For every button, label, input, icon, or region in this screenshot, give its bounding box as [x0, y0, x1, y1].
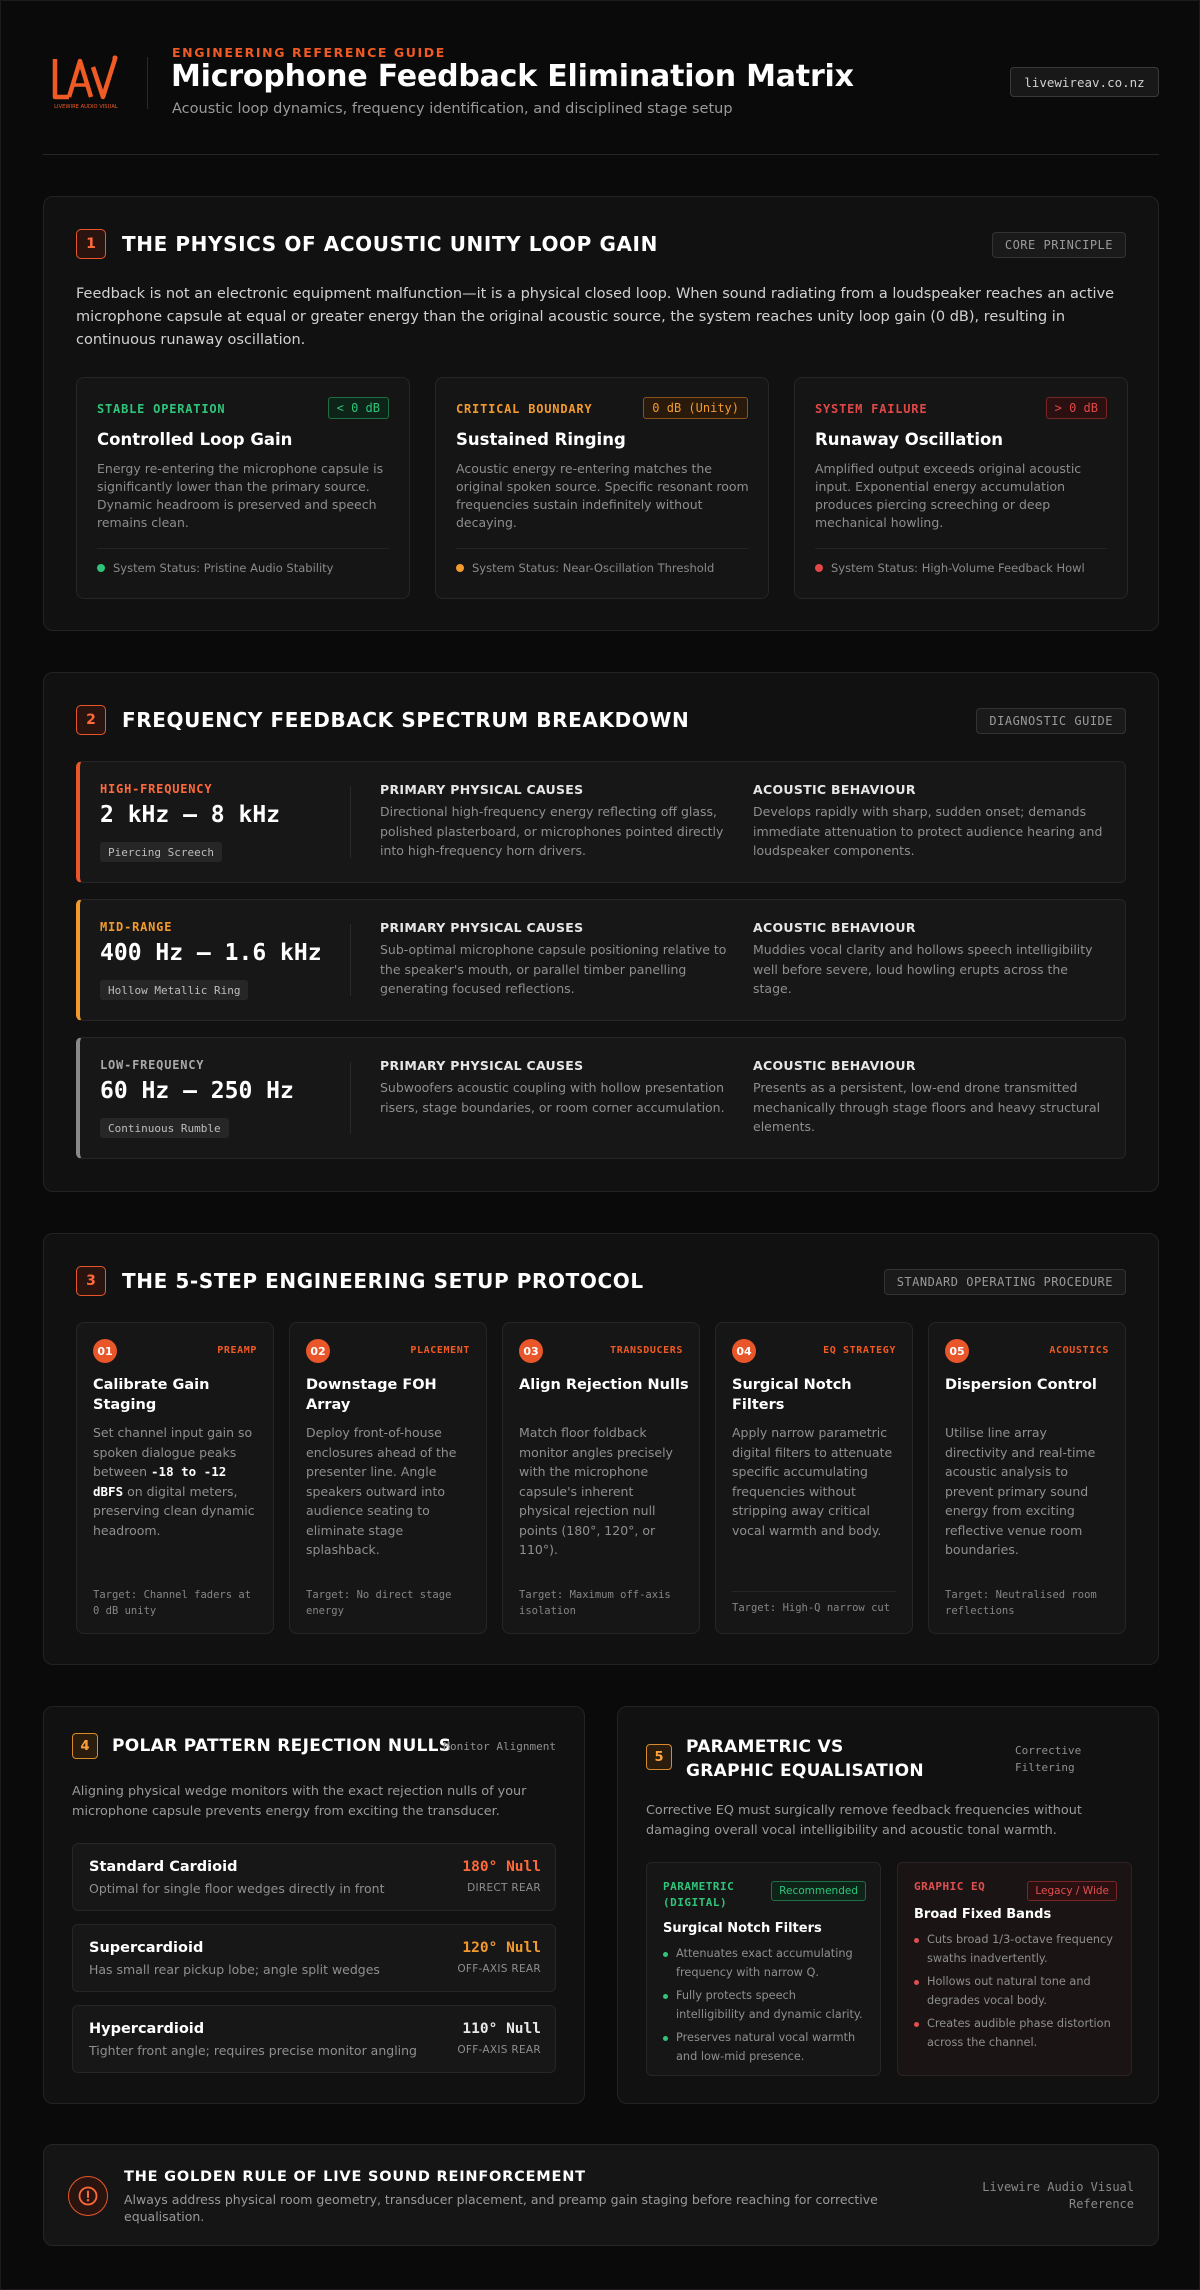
list-item: Hollows out natural tone and degrades vocal body.	[914, 1973, 1119, 2010]
state-label: SYSTEM FAILURE	[815, 402, 928, 416]
pattern-name: Supercardioid	[89, 1940, 204, 1956]
frequency-row-low	[76, 1037, 1126, 1159]
step-number: 05	[945, 1339, 969, 1363]
db-badge: > 0 dB	[1046, 397, 1107, 419]
section-number-badge: 2	[76, 705, 106, 735]
state-status	[815, 548, 1107, 575]
null-angle: 180° Null	[462, 1859, 541, 1875]
column-divider	[350, 1062, 351, 1134]
eq-card-parametric	[646, 1862, 881, 2076]
step-card-3	[502, 1322, 700, 1634]
eq-title: Surgical Notch Filters	[663, 1921, 822, 1936]
list-item: Cuts broad 1/3-octave frequency swaths inadvertently.	[914, 1931, 1119, 1968]
state-status	[456, 548, 748, 575]
state-card-failure	[794, 377, 1128, 599]
gain-range-highlight: -18 to -12 dBFS	[93, 1464, 227, 1499]
step-card-4	[715, 1322, 913, 1634]
state-label: CRITICAL BOUNDARY	[456, 402, 593, 416]
section-intro: Feedback is not an electronic equipment malfunction—it is a physical closed loop. When sound radiating from a loudspeaker reaches an active microphone capsule at equal or greater energy than the original acoustic source, the system reaches unity loop gain (0 dB), resulting in continuous runaway oscillation.	[76, 286, 1115, 348]
db-badge: 0 dB (Unity)	[643, 397, 748, 419]
frequency-row-high	[76, 761, 1126, 883]
section-tag: STANDARD OPERATING PROCEDURE	[884, 1269, 1126, 1295]
section-tag: CORE PRINCIPLE	[992, 232, 1126, 258]
state-card-stable	[76, 377, 410, 599]
step-target: Target: High-Q narrow cut	[732, 1591, 896, 1616]
eq-type-label: GRAPHIC EQ	[914, 1880, 986, 1893]
pattern-description: Tighter front angle; requires precise monitor angling	[89, 2043, 417, 2058]
step-title: Downstage FOH Array	[306, 1377, 437, 1413]
null-angle: 120° Null	[462, 1940, 541, 1956]
step-category: TRANSDUCERS	[610, 1345, 683, 1356]
step-target: Target: Maximum off-axis isolation	[519, 1589, 671, 1617]
page-header	[43, 41, 1159, 155]
logo-divider	[147, 57, 148, 109]
step-card-1	[76, 1322, 274, 1634]
causes-text: Subwoofers acoustic coupling with hollow presentation risers, stage boundaries, or room corner accumulation.	[380, 1080, 725, 1115]
state-description: Amplified output exceeds original acoustic input. Exponential energy accumulation produces piercing screeching or deep mechanical howling.	[815, 461, 1082, 530]
step-number: 04	[732, 1339, 756, 1363]
section-polar-patterns	[43, 1706, 585, 2104]
step-category: PREAMP	[217, 1345, 257, 1356]
causes-heading: PRIMARY PHYSICAL CAUSES	[380, 1058, 584, 1073]
state-description: Acoustic energy re-entering matches the original spoken source. Specific resonant room frequencies sustain indefinitely without decaying.	[456, 461, 749, 530]
step-description: Apply narrow parametric digital filters to attenuate specific accumulating frequencies without stripping away critical vocal warmth and body.	[732, 1425, 893, 1538]
section-setup-protocol	[43, 1233, 1159, 1665]
section-title: FREQUENCY FEEDBACK SPECTRUM BREAKDOWN	[122, 708, 690, 732]
step-description: Utilise line array directivity and real-time acoustic analysis to prevent primary sound energy from exciting reflective venue room boundaries.	[945, 1425, 1096, 1557]
section-tag: Monitor Alignment	[443, 1740, 556, 1753]
eq-card-graphic	[897, 1862, 1132, 2076]
behaviour-text: Develops rapidly with sharp, sudden onset; demands immediate attenuation to protect audience hearing and loudspeaker components.	[753, 804, 1103, 858]
causes-heading: PRIMARY PHYSICAL CAUSES	[380, 920, 584, 935]
section-eq-comparison	[617, 1706, 1159, 2104]
behaviour-heading: ACOUSTIC BEHAVIOUR	[753, 920, 916, 935]
state-label: STABLE OPERATION	[97, 402, 226, 416]
section-header	[646, 1735, 936, 1783]
polar-pattern-supercardioid	[72, 1924, 556, 1992]
frequency-band-label: MID-RANGE	[100, 920, 173, 934]
pattern-description: Has small rear pickup lobe; angle split wedges	[89, 1962, 380, 1977]
step-title: Dispersion Control	[945, 1377, 1097, 1393]
state-card-critical	[435, 377, 769, 599]
behaviour-heading: ACOUSTIC BEHAVIOUR	[753, 782, 916, 797]
list-item: Fully protects speech intelligibility and dynamic clarity.	[663, 1987, 868, 2024]
status-text: System Status: High-Volume Feedback Howl	[831, 561, 1085, 575]
section-header	[76, 1266, 644, 1296]
step-title: Surgical Notch Filters	[732, 1377, 852, 1413]
frequency-band-label: LOW-FREQUENCY	[100, 1058, 205, 1072]
golden-rule-title: THE GOLDEN RULE OF LIVE SOUND REINFORCEMENT	[124, 2169, 586, 2185]
section-number-badge: 3	[76, 1266, 106, 1296]
section-tag: Corrective Filtering	[1015, 1744, 1082, 1774]
status-dot-icon	[97, 564, 105, 572]
step-title: Calibrate Gain Staging	[93, 1377, 210, 1413]
list-item: Creates audible phase distortion across the channel.	[914, 2015, 1119, 2052]
pattern-name: Hypercardioid	[89, 2021, 205, 2037]
section-loop-gain	[43, 196, 1159, 631]
symptom-chip: Hollow Metallic Ring	[100, 980, 248, 1000]
state-description: Energy re-entering the microphone capsule is significantly lower than the primary source. Dynamic headroom is preserved and speech remains clean.	[97, 461, 384, 530]
section-title: POLAR PATTERN REJECTION NULLS	[112, 1736, 452, 1756]
symptom-chip: Continuous Rumble	[100, 1118, 229, 1138]
frequency-range: 60 Hz – 250 Hz	[100, 1078, 294, 1104]
svg-text:LIVEWIRE AUDIO VISUAL: LIVEWIRE AUDIO VISUAL	[54, 104, 118, 110]
step-number: 02	[306, 1339, 330, 1363]
recommended-badge: Recommended	[771, 1881, 866, 1901]
status-text: System Status: Pristine Audio Stability	[113, 561, 334, 575]
page-title: Microphone Feedback Elimination Matrix	[171, 59, 854, 94]
step-target: Target: Neutralised room reflections	[945, 1589, 1097, 1617]
state-title: Runaway Oscillation	[815, 430, 1004, 449]
null-position: OFF-AXIS REAR	[457, 1963, 541, 1975]
status-dot-icon	[815, 564, 823, 572]
pattern-name: Standard Cardioid	[89, 1859, 238, 1875]
golden-rule-text: Always address physical room geometry, transducer placement, and preamp gain staging before reaching for corrective equalisation.	[124, 2192, 878, 2224]
causes-text: Sub-optimal microphone capsule positioning relative to the speaker's mouth, or parallel timber panelling generating focused reflections.	[380, 942, 727, 996]
frequency-band-label: HIGH-FREQUENCY	[100, 782, 213, 796]
step-number: 01	[93, 1339, 117, 1363]
section-frequency-spectrum	[43, 672, 1159, 1192]
column-divider	[350, 786, 351, 858]
eq-type-label: PARAMETRIC (DIGITAL)	[663, 1880, 735, 1909]
polar-pattern-hypercardioid	[72, 2005, 556, 2073]
null-position: OFF-AXIS REAR	[457, 2044, 541, 2056]
behaviour-heading: ACOUSTIC BEHAVIOUR	[753, 1058, 916, 1073]
section-header	[76, 705, 689, 735]
causes-text: Directional high-frequency energy reflecting off glass, polished plasterboard, or microphones pointed directly into high-frequency horn drivers.	[380, 804, 724, 858]
symptom-chip: Piercing Screech	[100, 842, 222, 862]
step-card-2	[289, 1322, 487, 1634]
alert-circle-icon	[68, 2176, 108, 2216]
section-number-badge: 1	[76, 229, 106, 259]
website-link[interactable]: livewireav.co.nz	[1010, 67, 1159, 97]
causes-heading: PRIMARY PHYSICAL CAUSES	[380, 782, 584, 797]
null-position: DIRECT REAR	[467, 1882, 541, 1894]
livewire-logo	[49, 53, 123, 111]
step-card-5	[928, 1322, 1126, 1634]
null-angle: 110° Null	[462, 2021, 541, 2037]
step-category: PLACEMENT	[410, 1345, 470, 1356]
status-text: System Status: Near-Oscillation Threshold	[472, 561, 715, 575]
parametric-benefits-list	[663, 1945, 868, 2071]
section-description: Corrective EQ must surgically remove feedback frequencies without damaging overall vocal intelligibility and acoustic tonal warmth.	[646, 1803, 1082, 1838]
header-eyebrow: ENGINEERING REFERENCE GUIDE	[172, 45, 446, 60]
step-category: EQ STRATEGY	[823, 1345, 896, 1356]
section-title: PARAMETRIC VS GRAPHIC EQUALISATION	[686, 1737, 924, 1781]
section-header	[76, 229, 658, 259]
legacy-badge: Legacy / Wide	[1027, 1881, 1117, 1901]
list-item: Attenuates exact accumulating frequency with narrow Q.	[663, 1945, 868, 1982]
step-target: Target: No direct stage energy	[306, 1589, 452, 1617]
state-title: Sustained Ringing	[456, 430, 626, 449]
step-description: Set channel input gain so spoken dialogue peaks between -18 to -12 dBFS on digital meters, preserving clean dynamic headroom.	[93, 1425, 255, 1538]
section-tag: DIAGNOSTIC GUIDE	[976, 708, 1126, 734]
status-dot-icon	[456, 564, 464, 572]
section-title: THE PHYSICS OF ACOUSTIC UNITY LOOP GAIN	[122, 232, 658, 256]
behaviour-text: Muddies vocal clarity and hollows speech intelligibility well before severe, loud howling erupts across the stage.	[753, 942, 1093, 996]
pattern-description: Optimal for single floor wedges directly in front	[89, 1881, 385, 1896]
step-category: ACOUSTICS	[1049, 1345, 1109, 1356]
graphic-drawbacks-list	[914, 1931, 1119, 2057]
state-title: Controlled Loop Gain	[97, 430, 293, 449]
section-header	[72, 1733, 451, 1759]
section-number-badge: 5	[646, 1744, 672, 1770]
step-number: 03	[519, 1339, 543, 1363]
list-item: Preserves natural vocal warmth and low-mid presence.	[663, 2029, 868, 2066]
step-description: Match floor foldback monitor angles precisely with the microphone capsule's inherent physical rejection null points (180°, 120°, or 110°).	[519, 1425, 673, 1557]
behaviour-text: Presents as a persistent, low-end drone transmitted mechanically through stage floors and heavy structural elements.	[753, 1080, 1101, 1134]
db-badge: < 0 dB	[328, 397, 389, 419]
step-target: Target: Channel faders at 0 dB unity	[93, 1589, 252, 1617]
polar-pattern-cardioid	[72, 1843, 556, 1911]
page-subtitle: Acoustic loop dynamics, frequency identification, and disciplined stage setup	[172, 101, 733, 117]
step-description: Deploy front-of-house enclosures ahead of the presenter line. Angle speakers outward into audience seating to eliminate stage splashback.	[306, 1425, 457, 1557]
golden-rule-banner	[43, 2144, 1159, 2246]
state-status	[97, 548, 389, 575]
reference-tag: Livewire Audio Visual Reference	[982, 2180, 1134, 2211]
section-number-badge: 4	[72, 1733, 98, 1759]
eq-title: Broad Fixed Bands	[914, 1907, 1052, 1922]
step-title: Align Rejection Nulls	[519, 1377, 689, 1393]
column-divider	[350, 924, 351, 996]
section-description: Aligning physical wedge monitors with the exact rejection nulls of your microphone capsule prevents energy from exciting the transducer.	[72, 1784, 527, 1819]
frequency-range: 400 Hz – 1.6 kHz	[100, 940, 322, 966]
frequency-row-mid	[76, 899, 1126, 1021]
section-title: THE 5-STEP ENGINEERING SETUP PROTOCOL	[122, 1269, 644, 1293]
frequency-range: 2 kHz – 8 kHz	[100, 802, 281, 828]
